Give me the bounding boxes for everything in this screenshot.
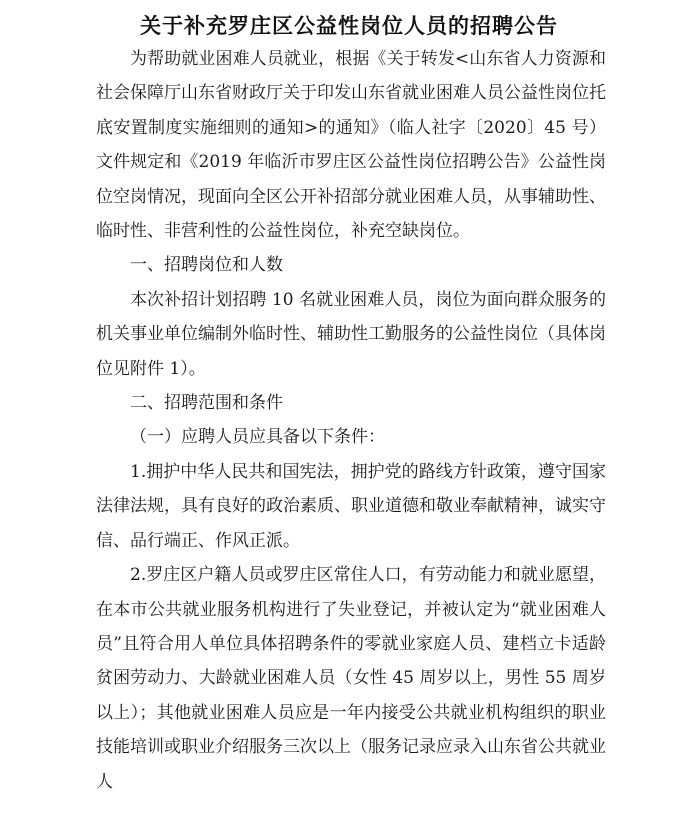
intro-paragraph: 为帮助就业困难人员就业，根据《关于转发<山东省人力资源和社会保障厅山东省财政厅关于印发山东省就业困难人员公益性岗位托底安置制度实施细则的通知>的通知》（临人社字〔2020〕45 号）文件规定和《2019 年临沂市罗庄区公益性岗位招聘公告》公益性岗位空岗情况，现面向全区公开补招部分就业困难人员，从事辅助性、临时性、非营利性的公益性岗位，补充空缺岗位。: [96, 49, 606, 242]
condition-item-1: 1.拥护中华人民共和国宪法，拥护党的路线方针政策，遵守国家法律法规，具有良好的政治素质、职业道德和敬业奉献精神，诚实守信、品行端正、作风正派。: [96, 461, 606, 551]
document-title: 关于补充罗庄区公益性岗位人员的招聘公告: [140, 13, 558, 38]
document-body: [96, 42, 606, 799]
condition-item-2: 2.罗庄区户籍人员或罗庄区常住人口，有劳动能力和就业愿望，在本市公共就业服务机构进行了失业登记，并被认定为“就业困难人员”且符合用人单位具体招聘条件的零就业家庭人员、建档立卡适龄贫困劳动力、大龄就业困难人员（女性 45 周岁以上，男性 55 周岁以上）；其他就业困难人员应是一年内接受公共就业机构组织的职业技能培训或职业介绍服务三次以上（服务记录应录入山东省公共就业人: [96, 565, 606, 792]
subsection-heading-conditions: （一）应聘人员应具备以下条件：: [130, 427, 385, 448]
section-heading-positions: 一、招聘岗位和人数: [130, 255, 283, 276]
section-heading-scope: 二、招聘范围和条件: [130, 393, 283, 414]
positions-paragraph: 本次补招计划招聘 10 名就业困难人员，岗位为面向群众服务的机关事业单位编制外临时性、辅助性工勤服务的公益性岗位（具体岗位见附件 1）。: [96, 289, 606, 379]
